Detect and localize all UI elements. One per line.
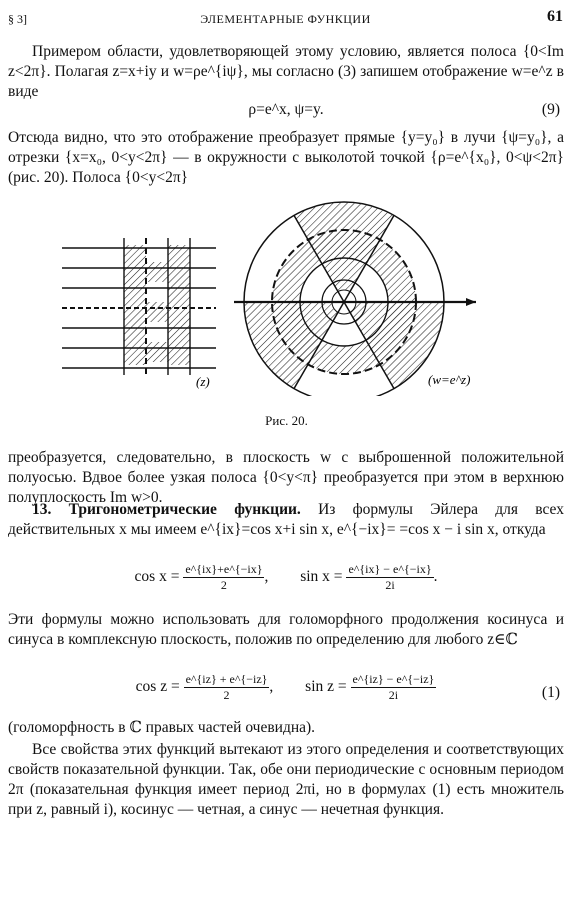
sin-z-lhs: sin z = [305, 678, 347, 696]
paragraph-7: Все свойства этих функций вытекают из этого определения и соответствующих свойств показательной функции. Так, обе они периодические с основным периодом 2π (показательная функция имеет период 2πi, но в формулах (1) есть множитель при z, равный i), косинус — четная, а синус — нечетная функция. [8, 741, 564, 818]
section-ref: § 3] [8, 12, 27, 26]
paragraph-1: Примером области, удовлетворяющей этому условию, является полоса {0<Im z<2π}. Полагая z=x+iy и w=ρe^{iψ}, мы согласно (3) запишем отображение w=e^z в виде [8, 43, 564, 100]
cos-x-denominator: 2 [220, 578, 227, 592]
paragraph-5: Эти формулы можно использовать для голоморфного продолжения косинуса и синуса в комплексную плоскость, положив по определению для любого z∈ℂ [8, 611, 564, 648]
w-plane-image [234, 202, 476, 396]
equation-9 [8, 98, 564, 124]
equation-9-number: (9) [541, 101, 560, 118]
hatched-column [168, 245, 190, 365]
equation-1 [8, 672, 564, 714]
section-heading: 13. Тригонометрические функции. [32, 501, 301, 518]
cos-x-formula: cos x = $\frac{e\^{}\{ix\}+e\^{}\{-ix\}}{2}$ , [134, 562, 269, 592]
header-title: ЭЛЕМЕНТАРНЫЕ ФУНКЦИИ [200, 12, 371, 26]
cos-z-formula: cos z = $\frac{e\^{}\{iz\} + e\^{}\{-iz\}}{2}$ , [135, 672, 274, 702]
paragraph-4-body: Из формулы Эйлера для всех действительных x мы имеем e^{ix}=cos x+i sin x, e^{−ix}= =cos x − i sin x, откуда [8, 501, 564, 538]
figure-caption: Рис. 20. [265, 413, 308, 428]
sin-z-numerator: e^{iz} − e^{−iz} [352, 672, 435, 686]
sin-x-lhs: sin x = [300, 568, 343, 586]
axis-arrowhead [466, 298, 476, 306]
sin-z-formula [305, 672, 436, 703]
euler-real-formulas [8, 562, 564, 604]
hatched-cell [146, 262, 168, 282]
paragraph-6: (голоморфность в ℂ правых частей очевидна). [8, 719, 316, 736]
figure-20-drawing [56, 190, 522, 396]
sin-z-denominator: 2i [388, 688, 399, 702]
z-plane-strips [62, 238, 216, 389]
z-plane-label: (z) [196, 374, 210, 389]
sin-x-denominator: 2i [385, 578, 395, 592]
hatched-cell [146, 342, 168, 362]
cos-x-numerator: e^{ix}+e^{−ix} [185, 562, 263, 576]
paragraph-2: Отсюда видно, что это отображение преобразует прямые {y=y₀} в лучи {ψ=y₀}, а отрезки {x=x₀, 0<y<2π} — в окружности с выколотой точкой {ρ=e^{x₀}, 0<ψ<2π} (рис. 20). Полоса {0<y<2π} [8, 129, 564, 186]
cos-z-numerator: e^{iz} + e^{−iz} [185, 672, 268, 686]
cos-z-denominator: 2 [223, 688, 230, 702]
sin-x-numerator: e^{ix} − e^{−ix} [348, 562, 432, 576]
figure-20 [56, 190, 522, 396]
running-header [8, 8, 563, 30]
equation-1-number: (1) [541, 684, 560, 701]
hatched-cell [146, 302, 168, 322]
paragraph-3: преобразуется, следовательно, в плоскость w с выброшенной положительной полуосью. Вдвое более узкая полоса {0<y<π} преобразуется при этом в верхнюю полуплоскость Im w>0. [8, 449, 564, 506]
page-number: 61 [547, 8, 563, 25]
w-plane-label: (w=e^z) [428, 372, 471, 387]
sin-x-formula: sin x = $\frac{e\^{}\{ix\} - e\^{}\{-ix\}}{2i}$ . [300, 562, 438, 592]
hatched-column [124, 245, 146, 365]
equation-9-body: ρ=e^x, ψ=y. [248, 101, 324, 118]
cos-z-lhs: cos z = [135, 678, 180, 696]
cos-x-lhs: cos x = [134, 568, 180, 586]
paragraph-4 [8, 500, 564, 540]
